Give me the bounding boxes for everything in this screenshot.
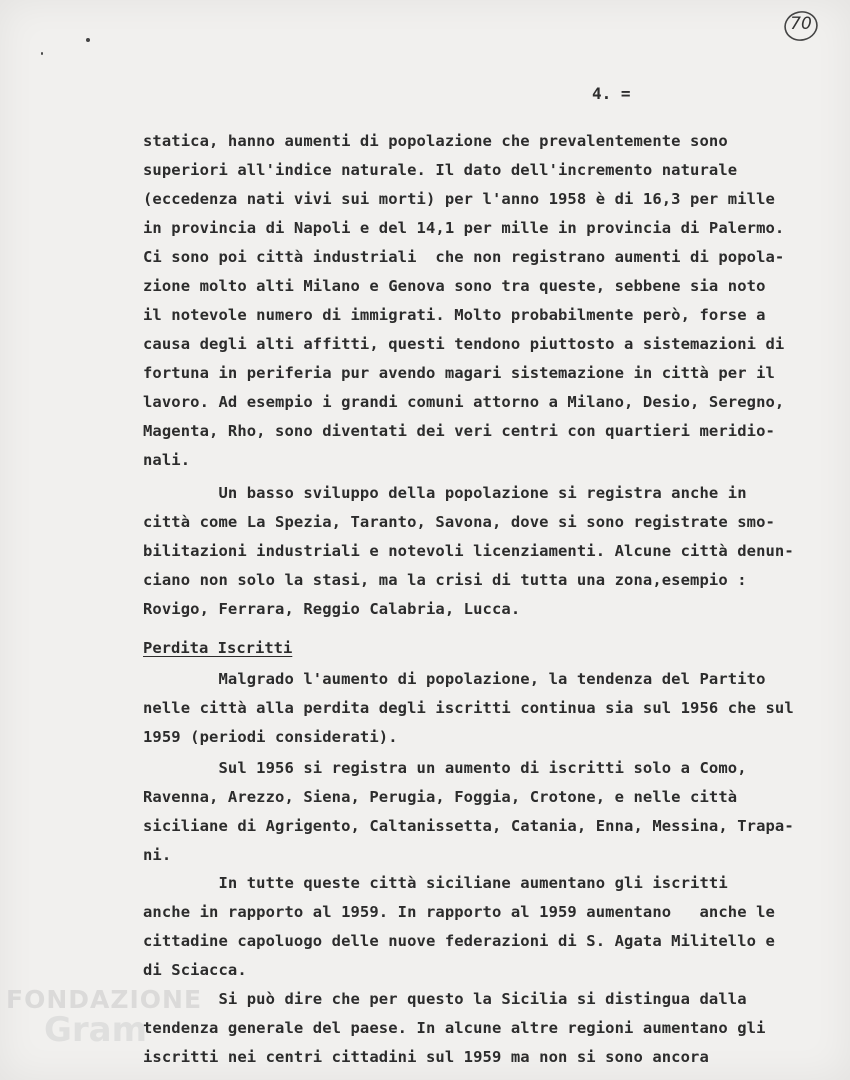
text-line: Un basso sviluppo della popolazione si registra anche in bbox=[143, 484, 747, 502]
ink-speck bbox=[41, 52, 43, 55]
text-line: Magenta, Rho, sono diventati dei veri centri con quartieri meridio- bbox=[143, 422, 775, 440]
watermark-line-1: FONDAZIONE bbox=[6, 985, 203, 1014]
text-line: bilitazioni industriali e notevoli licenziamenti. Alcune città denun- bbox=[143, 542, 794, 560]
text-line: cittadine capoluogo delle nuove federazioni di S. Agata Militello e bbox=[143, 932, 775, 950]
text-line: Malgrado l'aumento di popolazione, la tendenza del Partito bbox=[143, 670, 766, 688]
text-line: Ci sono poi città industriali che non registrano aumenti di popola- bbox=[143, 248, 785, 266]
text-line: Sul 1956 si registra un aumento di iscritti solo a Como, bbox=[143, 759, 747, 777]
text-line: Si può dire che per questo la Sicilia si distingua dalla bbox=[143, 990, 747, 1008]
text-line: superiori all'indice naturale. Il dato dell'incremento naturale bbox=[143, 161, 738, 179]
text-line: tendenza generale del paese. In alcune altre regioni aumentano gli bbox=[143, 1019, 766, 1037]
folio-number-text: 70 bbox=[790, 14, 812, 34]
text-line: Ravenna, Arezzo, Siena, Perugia, Foggia, Crotone, e nelle città bbox=[143, 788, 738, 806]
text-line: ciano non solo la stasi, ma la crisi di tutta una zona,esempio : bbox=[143, 571, 747, 589]
page-number: 4. = bbox=[592, 84, 631, 103]
text-line: nali. bbox=[143, 451, 191, 469]
text-line: il notevole numero di immigrati. Molto probabilmente però, forse a bbox=[143, 306, 766, 324]
watermark-line-2: Gram bbox=[44, 1010, 148, 1050]
text-line: causa degli alti affitti, questi tendono piuttosto a sistemazioni di bbox=[143, 335, 785, 353]
text-line: iscritti nei centri cittadini sul 1959 ma non si sono ancora bbox=[143, 1048, 709, 1066]
text-line: (eccedenza nati vivi sui morti) per l'anno 1958 è di 16,3 per mille bbox=[143, 190, 775, 208]
text-line: Rovigo, Ferrara, Reggio Calabria, Lucca. bbox=[143, 600, 521, 618]
text-line: ni. bbox=[143, 846, 172, 864]
text-line: anche in rapporto al 1959. In rapporto al 1959 aumentano anche le bbox=[143, 903, 775, 921]
text-line: città come La Spezia, Taranto, Savona, dove si sono registrate smo- bbox=[143, 513, 775, 531]
text-line: zione molto alti Milano e Genova sono tra queste, sebbene sia noto bbox=[143, 277, 766, 295]
section-heading: Perdita Iscritti bbox=[143, 639, 293, 657]
text-line: lavoro. Ad esempio i grandi comuni attorno a Milano, Desio, Seregno, bbox=[143, 393, 785, 411]
ink-speck bbox=[86, 38, 90, 42]
text-line: statica, hanno aumenti di popolazione che prevalentemente sono bbox=[143, 132, 728, 150]
text-line: 1959 (periodi considerati). bbox=[143, 728, 398, 746]
text-line: di Sciacca. bbox=[143, 961, 247, 979]
text-line: fortuna in periferia pur avendo magari sistemazione in città per il bbox=[143, 364, 775, 382]
text-line: in provincia di Napoli e del 14,1 per mille in provincia di Palermo. bbox=[143, 219, 785, 237]
text-line: siciliane di Agrigento, Caltanissetta, Catania, Enna, Messina, Trapa- bbox=[143, 817, 794, 835]
folio-number bbox=[782, 8, 820, 44]
text-line: nelle città alla perdita degli iscritti continua sia sul 1956 che sul bbox=[143, 699, 794, 717]
text-line: In tutte queste città siciliane aumentano gli iscritti bbox=[143, 874, 728, 892]
